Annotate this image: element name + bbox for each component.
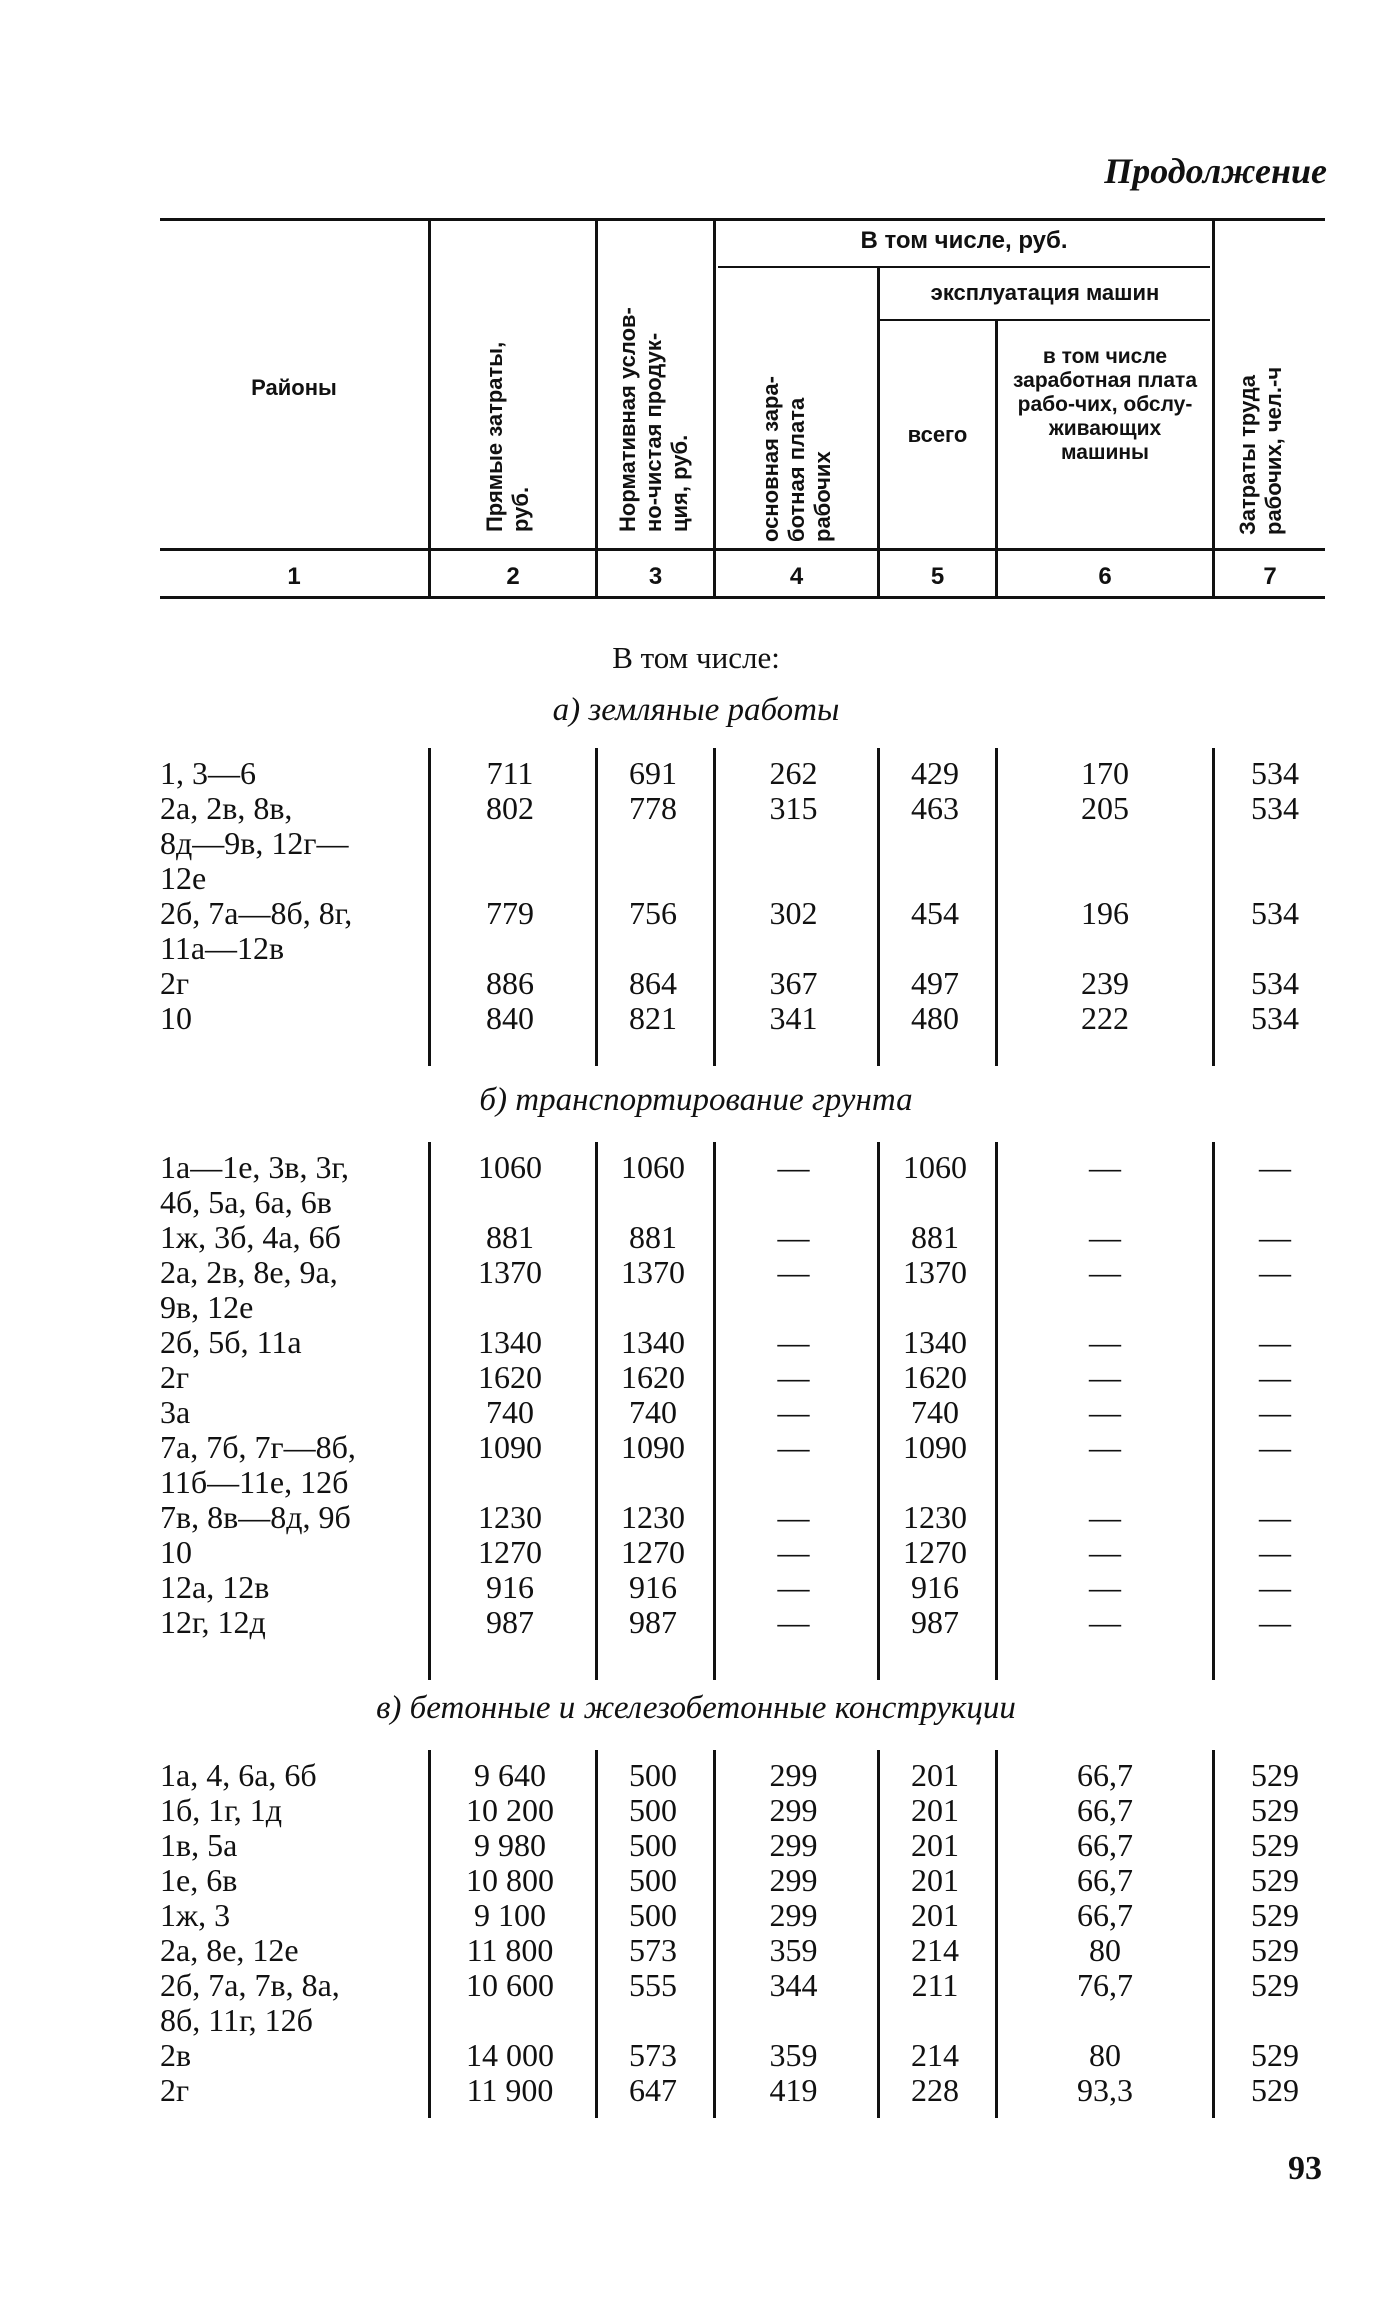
header-vline-3 [713,221,716,597]
region-name: 2б, 7а, 7в, 8а, 8б, 11г, 12б [160,1967,340,2038]
value-col-4: — [777,1149,810,1185]
value-col-6: 196 [1081,895,1129,931]
region-name: 1е, 6в [160,1862,238,1898]
value-col-6: — [1089,1149,1121,1185]
section-1-vline-6 [1212,1142,1215,1680]
value-col-7: 529 [1251,1792,1299,1828]
value-col-7: — [1259,1429,1291,1465]
value-col-6: — [1089,1219,1121,1255]
value-col-2: 11 800 [466,1932,554,1968]
value-col-5: 1270 [903,1534,967,1570]
section-2-vline-5 [995,1750,998,2118]
value-col-3: 821 [629,1000,677,1036]
region-name: 2в [160,2037,192,2073]
value-col-2: 840 [486,1000,534,1036]
region-name: 12г, 12д [160,1604,266,1640]
page-number: 93 [1288,2150,1322,2187]
value-col-5: 480 [911,1000,959,1036]
value-col-6: 80 [1089,1932,1121,1968]
value-col-2: 740 [486,1394,534,1430]
value-col-2: 14 000 [466,2037,554,2073]
section-title-concrete: в) бетонные и железобетонные конструкции [376,1690,1016,1726]
value-col-3: 1270 [621,1534,685,1570]
value-col-4: — [777,1394,810,1430]
value-col-5: 916 [911,1569,959,1605]
value-col-4: 359 [769,1932,818,1968]
region-name: 2а, 2в, 8е, 9а, 9в, 12е [160,1254,338,1325]
value-col-3: 500 [629,1757,677,1793]
region-name: 10 [160,1534,192,1570]
value-col-2: 1620 [478,1359,542,1395]
header-vline-5 [995,319,998,597]
value-col-4: 419 [769,2072,818,2108]
region-name: 2б, 7а—8б, 8г, 11а—12в [160,895,353,966]
value-col-7: 529 [1251,1932,1299,1968]
value-col-5: 211 [911,1967,959,2003]
value-col-6: 222 [1081,1000,1129,1036]
region-name: 1а—1е, 3в, 3г, 4б, 5а, 6а, 6в [160,1149,350,1220]
value-col-2: 11 900 [466,2072,554,2108]
value-col-6: — [1089,1604,1121,1640]
value-col-7: — [1259,1359,1291,1395]
value-col-5: 463 [911,790,959,826]
value-col-4: 341 [769,1000,818,1036]
value-col-6: 66,7 [1077,1792,1133,1828]
value-col-7: 529 [1251,1862,1299,1898]
value-col-3: 500 [629,1897,677,1933]
value-col-4: 315 [769,790,818,826]
value-col-7: 529 [1251,1967,1299,2003]
header-vline-2 [595,221,598,597]
header-vline-1 [428,221,431,597]
value-col-4: — [777,1219,810,1255]
value-col-2: 711 [486,755,534,791]
value-col-7: — [1259,1219,1291,1255]
value-col-7: — [1259,1254,1291,1290]
region-name: 10 [160,1000,192,1036]
header-including-group: В том числе, руб. [860,227,1068,254]
value-col-2: 987 [486,1604,534,1640]
value-col-5: 454 [911,895,959,931]
col-number-2: 2 [506,563,520,590]
col-number-5: 5 [930,563,945,590]
value-col-6: 93,3 [1077,2072,1133,2108]
region-name: 2г [160,1359,190,1395]
including-label: В том числе: [612,640,780,675]
value-col-5: 1340 [903,1324,967,1360]
section-concrete [0,1750,1392,2120]
value-col-2: 9 980 [474,1827,546,1863]
header-normative: Нормативная услов- но-чистая продук- ция, руб. [615,307,692,532]
value-col-3: 1230 [621,1499,685,1535]
value-col-7: 534 [1251,1000,1299,1036]
col-number-4: 4 [789,563,804,590]
region-name: 7в, 8в—8д, 9б [160,1499,351,1535]
header-top-rule [160,218,1325,221]
value-col-2: 886 [486,965,534,1001]
value-col-6: — [1089,1394,1121,1430]
value-col-3: 1060 [621,1149,685,1185]
value-col-4: 299 [769,1862,818,1898]
value-col-2: 779 [486,895,534,931]
value-col-6: — [1089,1324,1121,1360]
value-col-5: 214 [911,1932,959,1968]
region-name: 2а, 2в, 8в, 8д—9в, 12г— 12е [160,790,349,896]
header-subgroup-rule [880,319,1210,321]
region-name: 1, 3—6 [160,755,256,791]
region-name: 7а, 7б, 7г—8б, 11б—11е, 12б [160,1429,356,1500]
value-col-7: — [1259,1499,1291,1535]
col-number-6: 6 [1098,563,1112,590]
value-col-2: 1060 [478,1149,542,1185]
numbers-bottom-rule [160,596,1325,599]
value-col-2: 1230 [478,1499,542,1535]
value-col-7: — [1259,1604,1291,1640]
header-vline-6 [1212,221,1215,597]
value-col-3: 500 [629,1792,677,1828]
header-total: всего [907,422,968,447]
value-col-4: — [777,1499,810,1535]
value-col-2: 9 640 [474,1757,546,1793]
value-col-7: 534 [1251,895,1299,931]
value-col-4: — [777,1604,810,1640]
header-base-wages: основная зара- ботная плата рабочих [758,376,835,542]
value-col-5: 1090 [903,1429,967,1465]
value-col-3: 778 [629,790,677,826]
value-col-4: 299 [769,1897,818,1933]
value-col-7: 529 [1251,2037,1299,2073]
value-col-2: 9 100 [474,1897,546,1933]
section-earthworks [0,748,1392,1068]
value-col-3: 573 [629,1932,677,1968]
value-col-3: 500 [629,1827,677,1863]
region-name: 3а [160,1394,191,1430]
value-col-7: 529 [1251,2072,1299,2108]
region-name: 2г [160,2072,190,2108]
header-machine-operation: эксплуатация машин [930,280,1160,305]
value-col-2: 881 [486,1219,534,1255]
value-col-5: 214 [911,2037,959,2073]
value-col-5: 201 [911,1827,959,1863]
value-col-3: 1370 [621,1254,685,1290]
value-col-3: 500 [629,1862,677,1898]
value-col-6: — [1089,1429,1121,1465]
value-col-7: 534 [1251,965,1299,1001]
continuation-label: Продолжение [1104,151,1327,191]
value-col-6: — [1089,1254,1121,1290]
value-col-4: 359 [769,2037,818,2073]
value-col-7: — [1259,1394,1291,1430]
value-col-7: 529 [1251,1757,1299,1793]
value-col-6: 205 [1081,790,1129,826]
value-col-7: 529 [1251,1827,1299,1863]
value-col-4: 302 [769,895,818,931]
value-col-6: 66,7 [1077,1897,1133,1933]
value-col-3: 555 [629,1967,677,2003]
value-col-3: 864 [629,965,677,1001]
value-col-7: — [1259,1324,1291,1360]
header-group-rule [718,266,1210,268]
value-col-2: 1270 [478,1534,542,1570]
value-col-5: 497 [911,965,959,1001]
value-col-4: 299 [769,1827,818,1863]
value-col-5: 1060 [903,1149,967,1185]
value-col-5: 201 [911,1792,959,1828]
value-col-4: 299 [769,1757,818,1793]
value-col-3: 881 [629,1219,677,1255]
section-1-vline-5 [995,1142,998,1680]
value-col-5: 987 [911,1604,959,1640]
region-name: 12а, 12в [160,1569,270,1605]
value-col-7: 534 [1251,790,1299,826]
value-col-6: 66,7 [1077,1862,1133,1898]
value-col-5: 429 [911,755,959,791]
value-col-6: 66,7 [1077,1827,1133,1863]
value-col-4: — [777,1534,810,1570]
value-col-2: 10 800 [466,1862,554,1898]
value-col-7: — [1259,1149,1291,1185]
value-col-2: 802 [486,790,534,826]
value-col-3: 756 [629,895,677,931]
region-name: 2б, 5б, 11а [160,1324,302,1360]
value-col-3: 740 [629,1394,677,1430]
value-col-4: 262 [769,755,818,791]
value-col-7: — [1259,1569,1291,1605]
value-col-6: 170 [1081,755,1129,791]
value-col-2: 10 600 [466,1967,554,2003]
value-col-4: — [777,1324,810,1360]
col-number-7: 7 [1263,563,1277,590]
value-col-3: 691 [629,755,677,791]
header-direct-costs: Прямые затраты, руб. [482,341,533,532]
region-name: 2г [160,965,190,1001]
region-name: 1ж, 3 [160,1897,231,1933]
value-col-5: 1620 [903,1359,967,1395]
value-col-3: 573 [629,2037,677,2073]
value-col-3: 1090 [621,1429,685,1465]
section-title-earthworks: а) земляные работы [552,692,840,728]
header-labor-costs: Затраты труда рабочих, чел.-ч [1235,366,1286,535]
header-machine-wages: в том числе заработная плата рабо-чих, обслу-живающих машины [1012,345,1198,464]
value-col-7: 529 [1251,1897,1299,1933]
value-col-6: — [1089,1569,1121,1605]
value-col-5: 1370 [903,1254,967,1290]
value-col-3: 1340 [621,1324,685,1360]
region-name: 1б, 1г, 1д [160,1792,283,1828]
value-col-3: 987 [629,1604,677,1640]
col-number-1: 1 [287,563,301,590]
col-number-3: 3 [648,563,663,590]
value-col-4: — [777,1569,810,1605]
value-col-6: — [1089,1499,1121,1535]
value-col-4: — [777,1254,810,1290]
value-col-6: 80 [1089,2037,1121,2073]
section-title-soil-transport: б) транспортирование грунта [479,1082,913,1118]
value-col-6: 76,7 [1077,1967,1133,2003]
section-0-vline-5 [995,748,998,1066]
value-col-4: 299 [769,1792,818,1828]
region-name: 1в, 5а [160,1827,238,1863]
value-col-7: 534 [1251,755,1299,791]
header-bottom-rule [160,548,1325,551]
value-col-2: 1090 [478,1429,542,1465]
value-col-3: 916 [629,1569,677,1605]
value-col-6: 66,7 [1077,1757,1133,1793]
region-name: 1а, 4, 6а, 6б [160,1757,317,1793]
value-col-4: 367 [769,965,818,1001]
value-col-6: — [1089,1534,1121,1570]
value-col-6: 239 [1081,965,1129,1001]
value-col-7: — [1259,1534,1291,1570]
value-col-3: 1620 [621,1359,685,1395]
value-col-2: 10 200 [466,1792,554,1828]
value-col-4: — [777,1429,810,1465]
value-col-2: 1340 [478,1324,542,1360]
value-col-5: 740 [911,1394,959,1430]
value-col-5: 228 [911,2072,959,2108]
value-col-5: 881 [911,1219,959,1255]
section-2-vline-6 [1212,1750,1215,2118]
value-col-2: 916 [486,1569,534,1605]
region-name: 2а, 8е, 12е [160,1932,299,1968]
section-soil-transport [0,1142,1392,1682]
region-name: 1ж, 3б, 4а, 6б [160,1219,341,1255]
value-col-4: — [777,1359,810,1395]
value-col-5: 201 [911,1862,959,1898]
value-col-2: 1370 [478,1254,542,1290]
value-col-6: — [1089,1359,1121,1395]
value-col-3: 647 [629,2072,677,2108]
value-col-4: 344 [769,1967,818,2003]
value-col-5: 201 [911,1897,959,1933]
header-regions: Районы [251,375,337,400]
section-0-vline-6 [1212,748,1215,1066]
value-col-5: 201 [911,1757,959,1793]
value-col-5: 1230 [903,1499,967,1535]
